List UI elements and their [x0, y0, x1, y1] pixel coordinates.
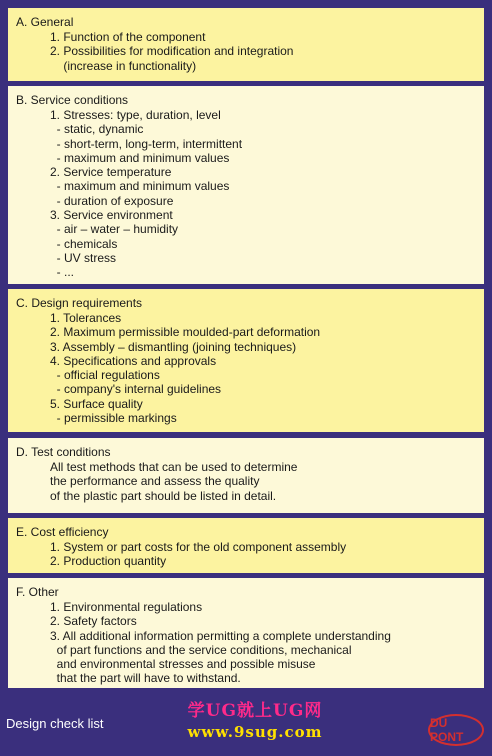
- list-item: - ...: [50, 265, 74, 280]
- list-item: 2. Maximum permissible moulded-part deformation: [50, 325, 321, 340]
- list-item: - static, dynamic: [50, 122, 144, 137]
- list-item: - company's internal guidelines: [50, 382, 222, 397]
- logo-text: DU PONT: [430, 716, 464, 744]
- list-item: and environmental stresses and possible misuse: [50, 657, 316, 672]
- section-a-lines: [50, 30, 293, 73]
- list-item: - air – water – humidity: [50, 222, 179, 237]
- section-e-heading: E. Cost efficiency: [16, 525, 109, 539]
- section-d-heading: D. Test conditions: [16, 445, 111, 459]
- section-b: [8, 86, 484, 284]
- list-item: 2. Service temperature: [50, 165, 172, 180]
- list-item: the performance and assess the quality: [50, 474, 260, 489]
- list-item: of the plastic part should be listed in detail.: [50, 488, 277, 503]
- list-item: 2. Production quantity: [50, 554, 167, 569]
- section-e-lines: [50, 540, 346, 569]
- dupont-logo: [428, 714, 484, 746]
- list-item: 3. Service environment: [50, 208, 173, 223]
- list-item: 2. Safety factors: [50, 614, 137, 629]
- watermark: [170, 696, 340, 741]
- list-item: 1. Function of the component: [50, 30, 206, 44]
- section-f-lines: [50, 600, 391, 686]
- list-item: 5. Surface quality: [50, 396, 143, 411]
- list-item: 1. Environmental regulations: [50, 600, 203, 614]
- list-item: 1. Stresses: type, duration, level: [50, 108, 221, 122]
- section-a: [8, 8, 484, 81]
- list-item: - official regulations: [50, 368, 160, 383]
- list-item: - chemicals: [50, 236, 118, 251]
- list-item: - duration of exposure: [50, 193, 174, 208]
- watermark-line-1: 学UG就上UG网: [187, 701, 323, 721]
- section-f: [8, 578, 484, 688]
- section-b-lines: [50, 108, 242, 280]
- section-c-lines: [50, 311, 320, 425]
- list-item: - short-term, long-term, intermittent: [50, 136, 243, 151]
- list-item: that the part will have to withstand.: [50, 671, 241, 686]
- list-item: All test methods that can be used to determine: [50, 460, 298, 474]
- list-item: 1. System or part costs for the old component assembly: [50, 540, 347, 554]
- list-item: of part functions and the service conditions, mechanical: [50, 642, 352, 657]
- list-item: (increase in functionality): [50, 58, 197, 73]
- section-a-heading: A. General: [16, 15, 74, 29]
- list-item: 2. Possibilities for modification and integration: [50, 44, 294, 59]
- list-item: - permissible markings: [50, 411, 177, 426]
- footer-title: Design check list: [6, 716, 104, 731]
- section-c-heading: C. Design requirements: [16, 296, 143, 310]
- list-item: 1. Tolerances: [50, 311, 122, 325]
- section-c: [8, 289, 484, 432]
- section-d-lines: [50, 460, 297, 503]
- list-item: - maximum and minimum values: [50, 150, 230, 165]
- list-item: 3. All additional information permitting a complete understanding: [50, 628, 391, 643]
- section-d: [8, 438, 484, 513]
- section-b-heading: B. Service conditions: [16, 93, 129, 107]
- list-item: - maximum and minimum values: [50, 179, 230, 194]
- section-f-heading: F. Other: [16, 585, 59, 599]
- list-item: 4. Specifications and approvals: [50, 353, 217, 368]
- list-item: 3. Assembly – dismantling (joining techniques): [50, 339, 297, 354]
- list-item: - UV stress: [50, 250, 117, 265]
- watermark-line-2: www.9sug.com: [187, 723, 323, 741]
- section-e: [8, 518, 484, 573]
